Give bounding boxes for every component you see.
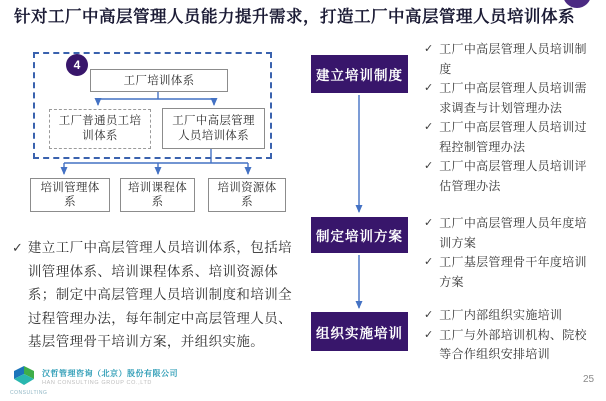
diagram-box-general-staff-training: 工厂普通员工培训体系 bbox=[49, 109, 151, 149]
check-icon: ✓ bbox=[424, 43, 434, 55]
bullet-text: 工厂中高层管理人员培训需求调查与计划管理办法 bbox=[439, 81, 587, 115]
bullet-text: 工厂基层管理骨干年度培训方案 bbox=[439, 255, 587, 289]
list-item bbox=[424, 118, 602, 157]
summary-note bbox=[12, 236, 308, 354]
bullet-text: 工厂中高层管理人员培训过程控制管理办法 bbox=[439, 120, 587, 154]
page-number: 25 bbox=[583, 374, 595, 385]
check-icon: ✓ bbox=[424, 82, 434, 94]
diagram-box-mid-senior-training: 工厂中高层管理人员培训体系 bbox=[162, 108, 265, 149]
bullet-text: 工厂中高层管理人员培训制度 bbox=[439, 42, 587, 76]
logo-caption: CONSULTING bbox=[10, 390, 48, 396]
check-icon: ✓ bbox=[12, 240, 23, 255]
step-number-badge: 4 bbox=[66, 54, 88, 76]
check-icon: ✓ bbox=[424, 160, 434, 172]
list-item bbox=[424, 253, 602, 292]
bullet-text: 工厂中高层管理人员培训评估管理办法 bbox=[439, 159, 587, 193]
step-establish-training-rules: 建立培训制度 bbox=[311, 55, 408, 93]
bullet-group-training-plan bbox=[424, 214, 602, 292]
check-icon: ✓ bbox=[424, 256, 434, 268]
check-icon: ✓ bbox=[424, 121, 434, 133]
diagram-box-training-management: 培训管理体系 bbox=[30, 178, 110, 212]
bullet-text: 工厂内部组织实施培训 bbox=[439, 308, 563, 322]
page-title: 针对工厂中高层管理人员能力提升需求，打造工厂中高层管理人员培训体系 bbox=[14, 7, 575, 26]
bullet-text: 工厂中高层管理人员年度培训方案 bbox=[439, 216, 587, 250]
logo-icon bbox=[11, 365, 37, 386]
list-item bbox=[424, 306, 602, 326]
list-item bbox=[424, 40, 602, 79]
bullet-group-implement-training bbox=[424, 306, 602, 365]
diagram-box-training-resources: 培训资源体系 bbox=[208, 178, 286, 212]
company-subtitle: HAN CONSULTING GROUP CO.,LTD bbox=[42, 380, 153, 386]
bullet-group-establish-rules bbox=[424, 40, 602, 196]
step-implement-training: 组织实施培训 bbox=[311, 312, 408, 351]
check-icon: ✓ bbox=[424, 217, 434, 229]
step-make-training-plan: 制定培训方案 bbox=[311, 217, 408, 253]
list-item bbox=[424, 214, 602, 253]
company-name: 汉哲管理咨询（北京）股份有限公司 bbox=[42, 369, 178, 378]
company-logo bbox=[10, 365, 48, 396]
list-item bbox=[424, 157, 602, 196]
check-icon: ✓ bbox=[424, 309, 434, 321]
diagram-box-factory-training-system: 工厂培训体系 bbox=[90, 69, 228, 92]
list-item bbox=[424, 326, 602, 365]
check-icon: ✓ bbox=[424, 328, 434, 341]
diagram-box-training-curriculum: 培训课程体系 bbox=[120, 178, 195, 212]
bullet-text: 工厂与外部培训机构、院校等合作组织安排培训 bbox=[439, 327, 587, 361]
summary-note-text: 建立工厂中高层管理人员培训体系，包括培训管理体系、培训课程体系、培训资源体系；制定中高层管理人员培训制度和培训全过程管理办法，每年制定中高层管理人员、基层管理骨干培训方案，并组织实施。 bbox=[27, 240, 293, 349]
list-item bbox=[424, 79, 602, 118]
